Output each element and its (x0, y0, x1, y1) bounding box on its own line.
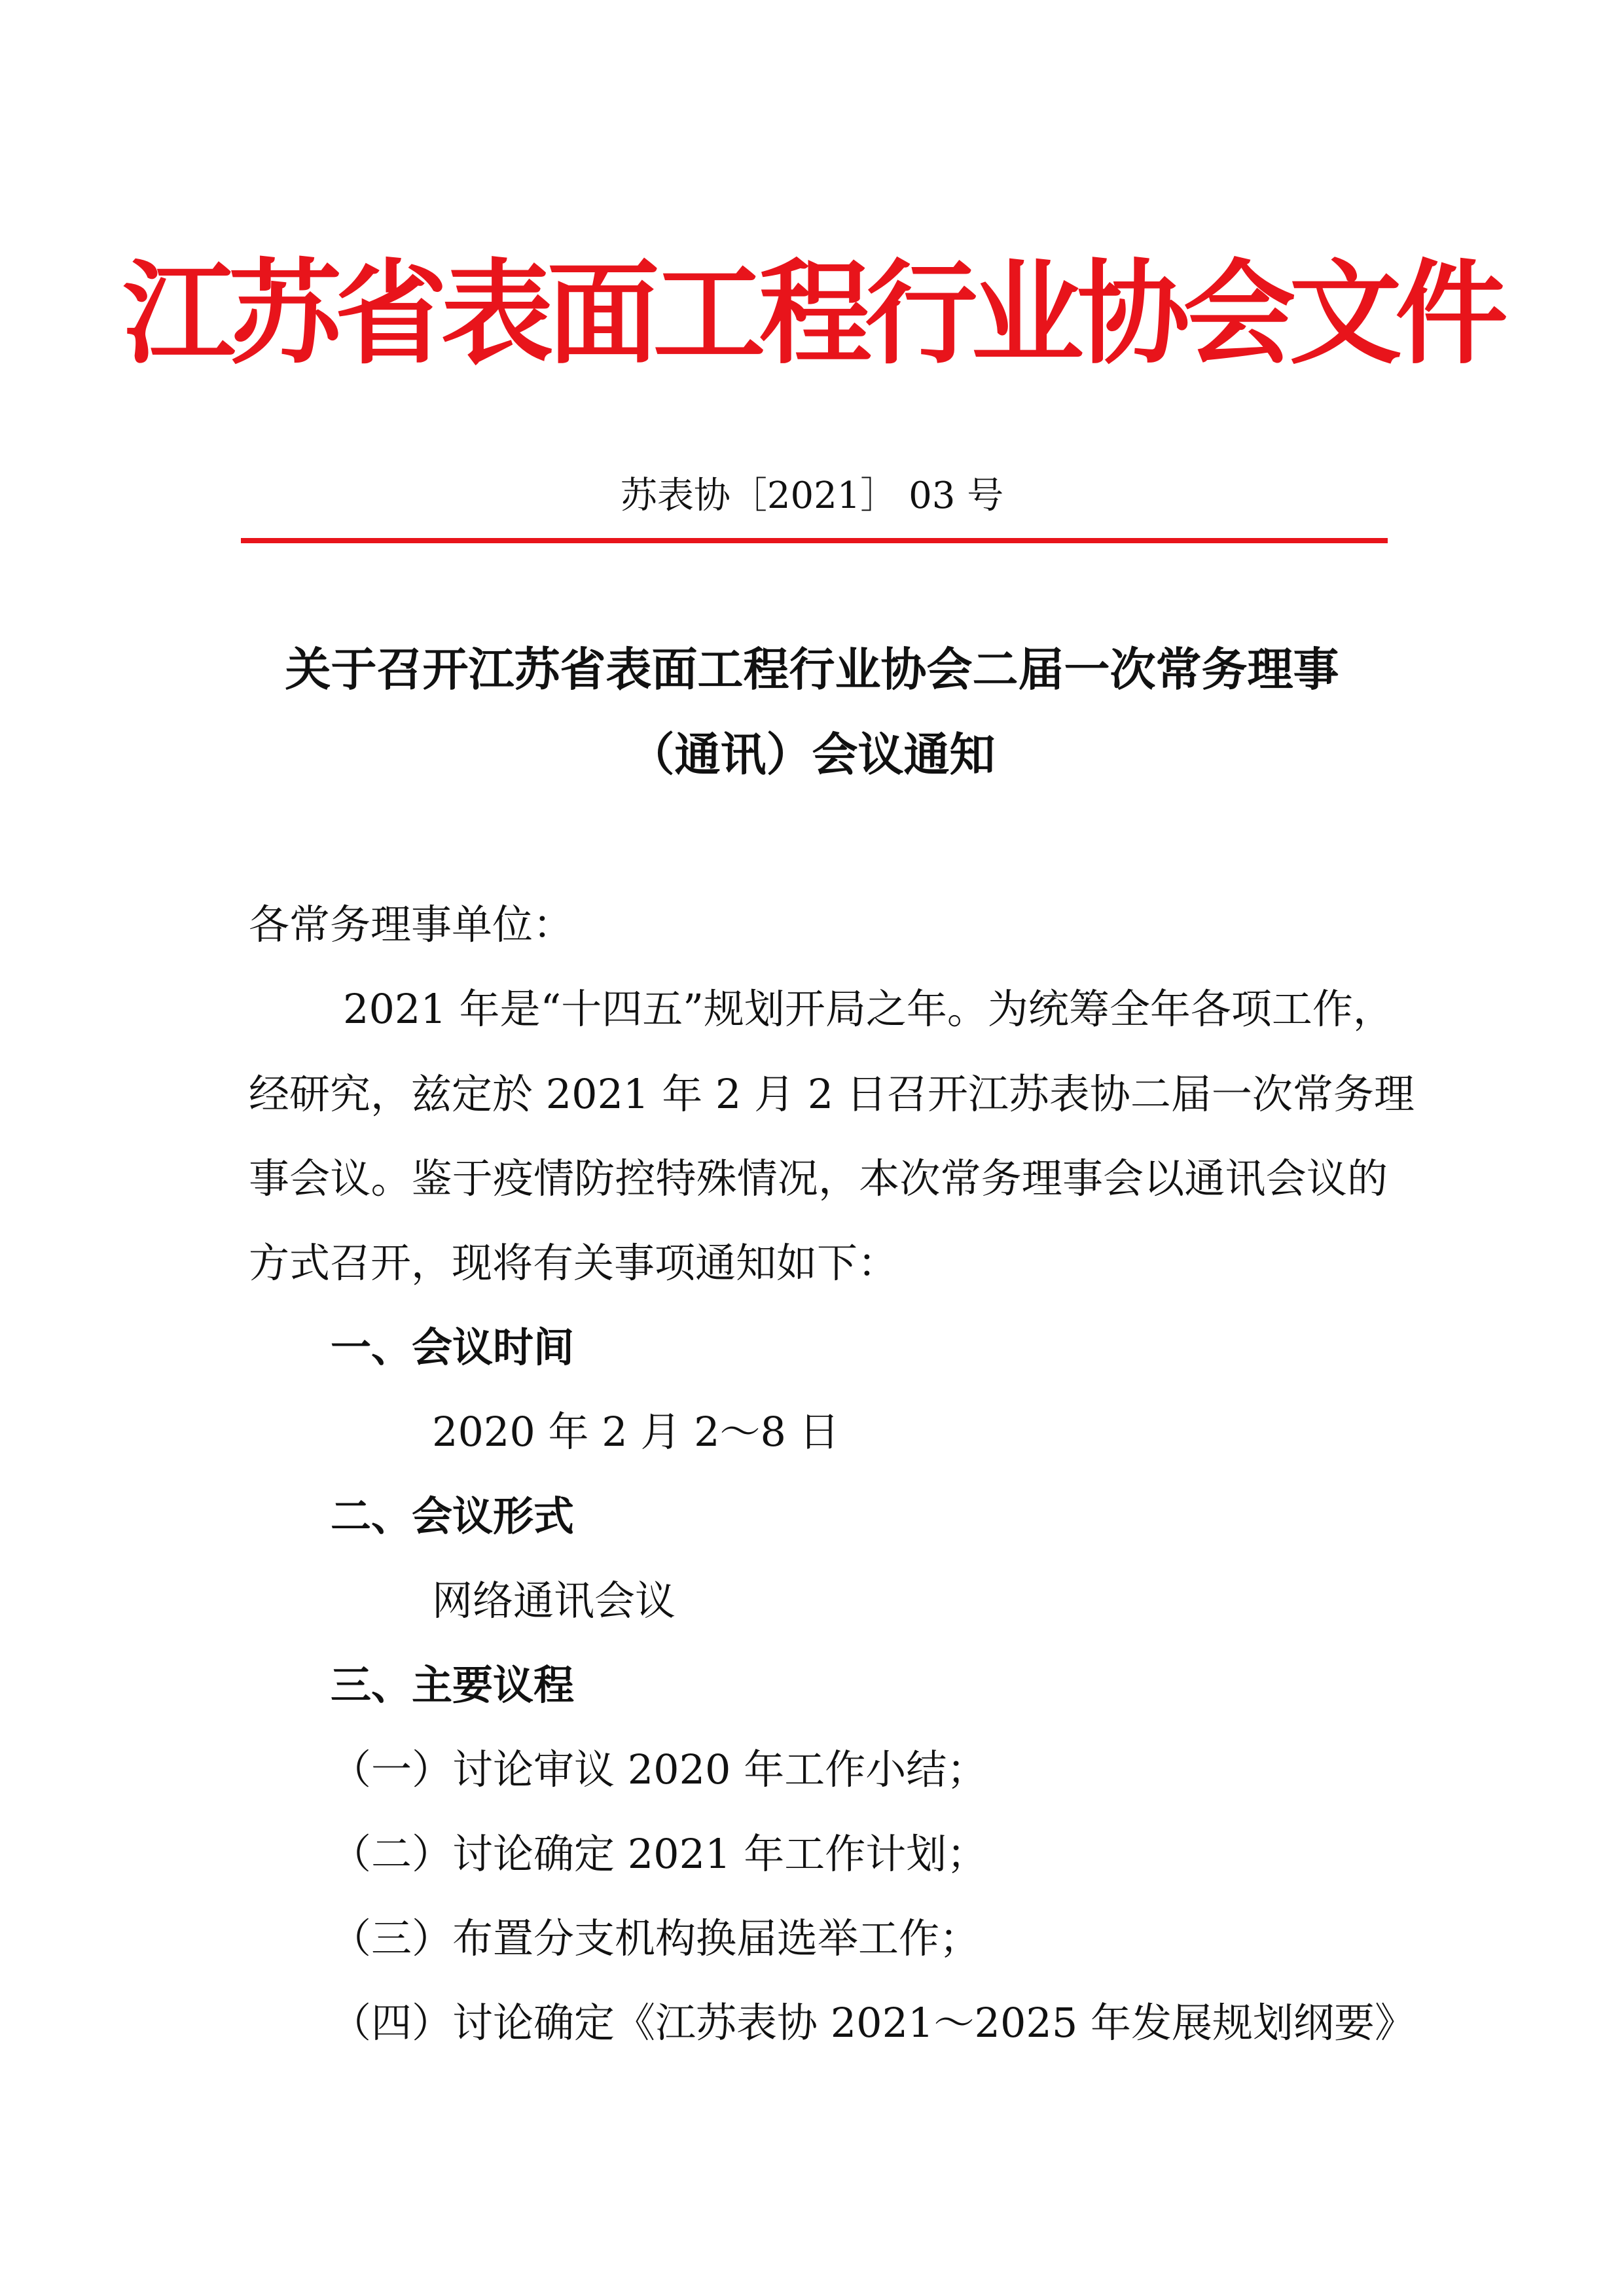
meeting-format-value: 网络通讯会议 (432, 1577, 676, 1624)
agenda-item-4: （四）讨论确定《江苏表协 2021～2025 年发展规划纲要》 (331, 1999, 1415, 2047)
intro-line-1: 2021 年是“十四五”规划开局之年。为统筹全年各项工作， (343, 985, 1394, 1033)
notice-title-line-1: 关于召开江苏省表面工程行业协会二届一次常务理事 (285, 643, 1339, 696)
section-heading-meeting-time: 一、会议时间 (331, 1323, 575, 1371)
section-heading-meeting-format: 二、会议形式 (331, 1492, 575, 1540)
agenda-item-3: （三）布置分支机构换届选举工作； (331, 1914, 981, 1962)
intro-line-3: 事会议。鉴于疫情防控特殊情况，本次常务理事会以通讯会议的 (249, 1155, 1388, 1202)
meeting-time-value: 2020 年 2 月 2～8 日 (432, 1408, 840, 1456)
salutation: 各常务理事单位： (249, 901, 574, 948)
red-divider (241, 538, 1388, 543)
issuer-banner: 江苏省表面工程行业协会文件 (122, 248, 1502, 380)
agenda-item-1: （一）讨论审议 2020 年工作小结； (331, 1746, 988, 1793)
notice-title-line-2: （通讯）会议通知 (628, 728, 996, 781)
agenda-item-2: （二）讨论确定 2021 年工作计划； (331, 1830, 988, 1878)
intro-line-2: 经研究，兹定於 2021 年 2 月 2 日召开江苏表协二届一次常务理 (249, 1070, 1415, 1118)
document-number: 苏表协［2021］ 03 号 (620, 475, 1004, 517)
section-heading-agenda: 三、主要议程 (331, 1661, 575, 1709)
intro-line-4: 方式召开，现将有关事项通知如下： (249, 1239, 899, 1287)
